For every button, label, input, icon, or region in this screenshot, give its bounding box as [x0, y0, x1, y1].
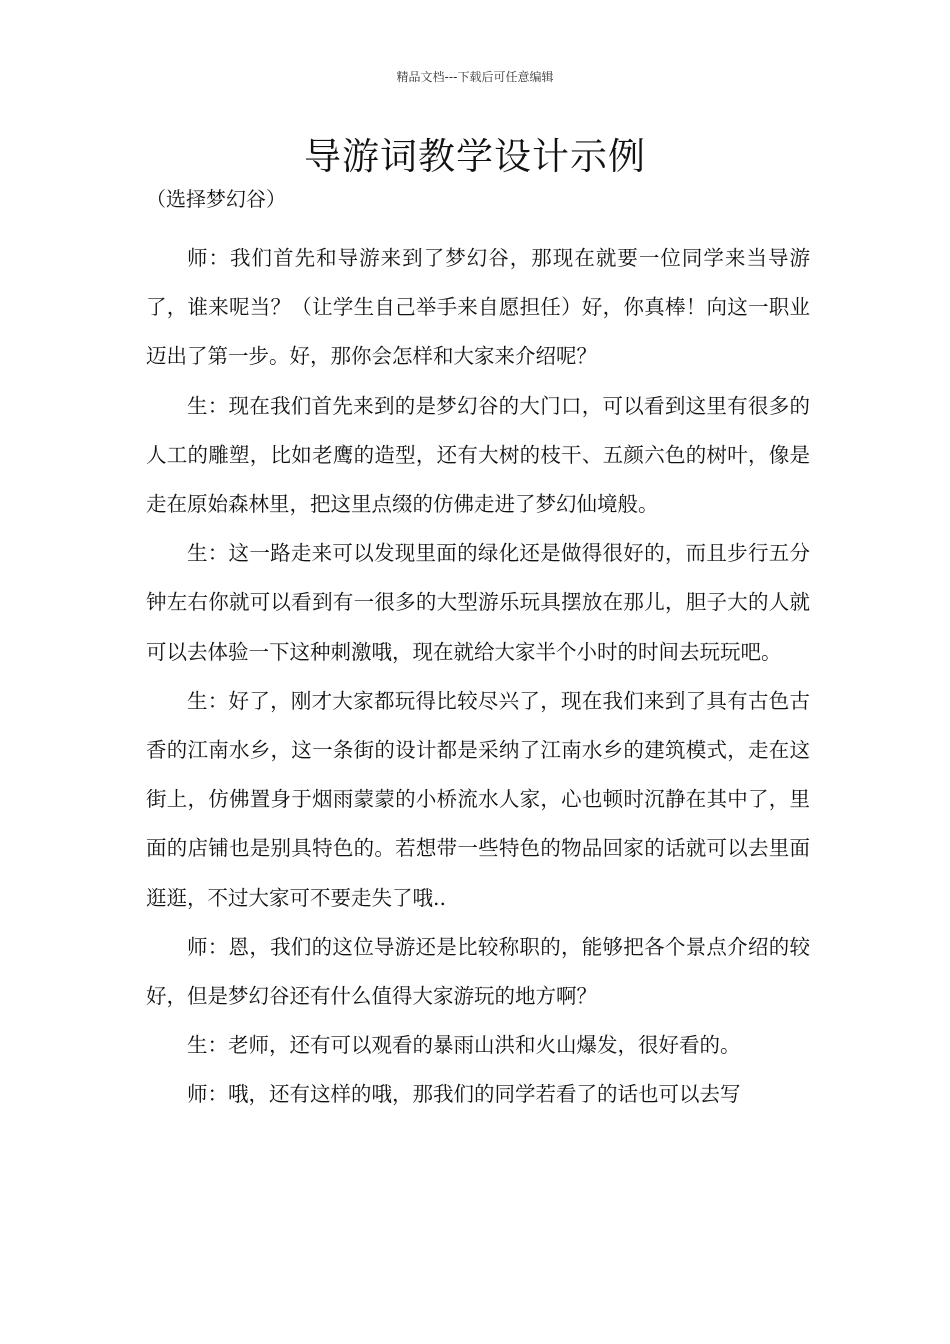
paragraph-student-water-town: 生：好了，刚才大家都玩得比较尽兴了，现在我们来到了具有古色古香的江南水乡，这一条街的设计都是采纳了江南水乡的建筑模式，走在这街上，仿佛置身于烟雨蒙蒙的小桥流水人家，心也顿时沉静在其中了，里面的店铺也是别具特色的。若想带一些特色的物品回家的话就可以去里面逛逛，不过大家可不要走失了哦.. [146, 688, 810, 910]
document-subtitle: （选择梦幻谷） [146, 187, 286, 211]
paragraph-student-gate: 生：现在我们首先来到的是梦幻谷的大门口，可以看到这里有很多的人工的雕塑，比如老鹰的造型，还有大树的枝干、五颜六色的树叶，像是走在原始森林里，把这里点缀的仿佛走进了梦幻仙境般。 [146, 393, 810, 517]
paragraph-teacher-question: 师：恩，我们的这位导游还是比较称职的，能够把各个景点介绍的较好，但是梦幻谷还有什么值得大家游玩的地方啊？ [146, 934, 810, 1009]
header-note: 精品文档---下载后可任意编辑 [396, 70, 554, 84]
paragraph-student-rides: 生：这一路走来可以发现里面的绿化还是做得很好的，而且步行五分钟左右你就可以看到有一很多的大型游乐玩具摆放在那儿，胆子大的人就可以去体验一下这种刺激哦，现在就给大家半个小时的时间去玩玩吧。 [146, 541, 810, 664]
document-title: 导游词教学设计示例 [304, 135, 646, 178]
document-body [146, 234, 810, 1120]
paragraph-teacher-reply: 师：哦，还有这样的哦，那我们的同学若看了的话也可以去写 [187, 1082, 741, 1107]
paragraph-teacher-intro: 师：我们首先和导游来到了梦幻谷，那现在就要一位同学来当导游了，谁来呢当？（让学生自己举手来自愿担任）好，你真棒！向这一职业迈出了第一步。好，那你会怎样和大家来介绍呢？ [146, 246, 810, 369]
paragraph-student-answer: 生：老师，还有可以观看的暴雨山洪和火山爆发，很好看的。 [187, 1033, 741, 1058]
